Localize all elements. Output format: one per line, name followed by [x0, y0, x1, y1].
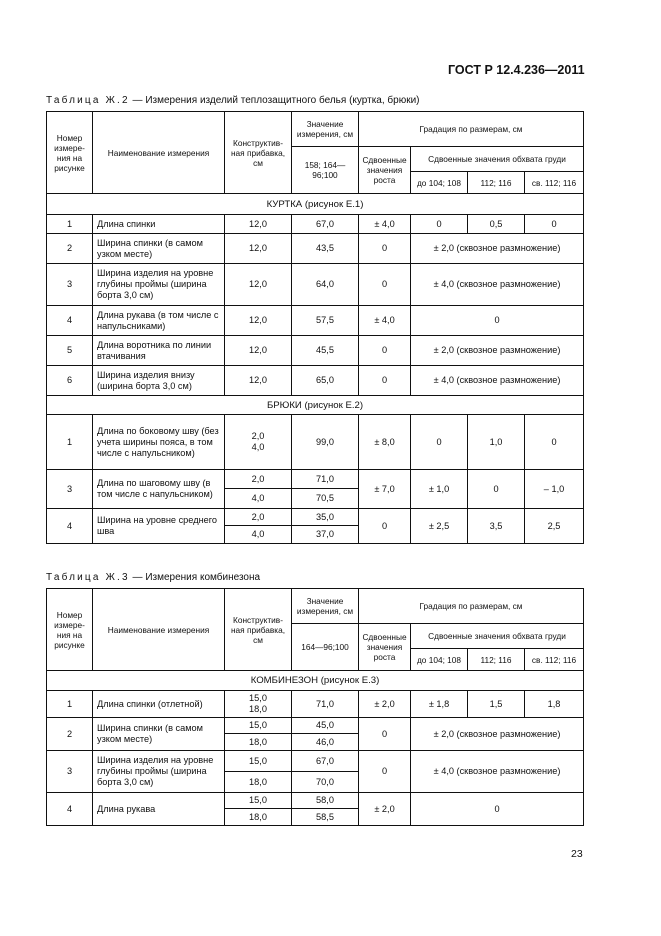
- cell-num: 1: [47, 415, 93, 470]
- cell-value: 99,0: [292, 415, 359, 470]
- table-row: [47, 691, 584, 718]
- header-chest-1: до 104; 108: [411, 649, 468, 671]
- allowance-value: 2,0: [251, 431, 265, 441]
- header-gradation: Градация по размерам, см: [359, 589, 584, 624]
- cell-height: 0: [359, 718, 411, 751]
- cell-value: 71,0: [292, 470, 359, 489]
- cell-height: 0: [359, 751, 411, 793]
- header-value-sub: 164—96;100: [292, 624, 359, 671]
- cell-value: 70,5: [292, 489, 359, 509]
- header-chest: Сдвоенные значения обхвата груди: [411, 147, 584, 172]
- cell-allowance: 15,0: [225, 793, 292, 809]
- cell-num: 5: [47, 336, 93, 366]
- cell-value: 70,0: [292, 772, 359, 793]
- table-zh2: [46, 111, 584, 544]
- cell-allowance: 12,0: [225, 264, 292, 306]
- table-row: [47, 264, 584, 306]
- cell-name: Длина по шаговому шву (в том числе с напульсником): [93, 470, 225, 509]
- header-allowance: Конструктив-ная прибавка, см: [225, 589, 292, 671]
- header-name: Наименование измерения: [93, 589, 225, 671]
- table-title: — Измерения изделий теплозащитного белья (куртка, брюки): [132, 95, 420, 106]
- cell-num: 1: [47, 215, 93, 234]
- table-caption-zh3: [46, 572, 260, 583]
- cell-chest-span: ± 2,0 (сквозное размножение): [411, 234, 584, 264]
- header-height: Сдвоенные значения роста: [359, 147, 411, 194]
- cell-allowance: 12,0: [225, 336, 292, 366]
- header-name: Наименование измерения: [93, 112, 225, 194]
- cell-chest-3: 0: [525, 415, 584, 470]
- cell-num: 2: [47, 718, 93, 751]
- cell-num: 6: [47, 366, 93, 396]
- table-title: — Измерения комбинезона: [132, 572, 261, 583]
- cell-chest-1: 0: [411, 415, 468, 470]
- table-row: [47, 751, 584, 772]
- cell-name: Длина воротника по линии втачивания: [93, 336, 225, 366]
- cell-chest-span: ± 4,0 (сквозное размножение): [411, 366, 584, 396]
- section-row: [47, 396, 584, 415]
- header-allowance: Конструктив-ная прибавка, см: [225, 112, 292, 194]
- cell-allowance: 18,0: [225, 772, 292, 793]
- header-chest-1: до 104; 108: [411, 172, 468, 194]
- section-title: КУРТКА (рисунок Е.1): [47, 194, 584, 215]
- cell-allowance: 4,0: [225, 489, 292, 509]
- cell-chest-span: 0: [411, 306, 584, 336]
- cell-allowance: [225, 691, 292, 718]
- cell-allowance: 2,0: [225, 470, 292, 489]
- cell-value: 57,5: [292, 306, 359, 336]
- cell-chest-2: 1,5: [468, 691, 525, 718]
- header-num: Номер измере-ния на рисунке: [47, 112, 93, 194]
- table-row: [47, 718, 584, 734]
- header-chest-2: 112; 116: [468, 172, 525, 194]
- cell-allowance: 12,0: [225, 234, 292, 264]
- cell-value: 46,0: [292, 734, 359, 751]
- section-row: [47, 671, 584, 691]
- cell-value: 43,5: [292, 234, 359, 264]
- table-row: [47, 470, 584, 489]
- cell-chest-3: – 1,0: [525, 470, 584, 509]
- header-value: Значение измерения, см: [292, 589, 359, 624]
- cell-chest-span: ± 4,0 (сквозное размножение): [411, 751, 584, 793]
- cell-allowance: 2,0: [225, 509, 292, 526]
- cell-allowance: 12,0: [225, 306, 292, 336]
- cell-chest-1: ± 2,5: [411, 509, 468, 544]
- table-row: [47, 306, 584, 336]
- cell-num: 4: [47, 306, 93, 336]
- cell-name: Длина по боковому шву (без учета ширины пояса, в том числе с напульсником): [93, 415, 225, 470]
- cell-chest-span: ± 2,0 (сквозное размножение): [411, 336, 584, 366]
- header-height: Сдвоенные значения роста: [359, 624, 411, 671]
- cell-height: ± 4,0: [359, 306, 411, 336]
- cell-chest-1: ± 1,8: [411, 691, 468, 718]
- cell-name: Длина рукава (в том числе с напульсниками): [93, 306, 225, 336]
- cell-value: 58,5: [292, 809, 359, 826]
- section-row: [47, 194, 584, 215]
- cell-value: 67,0: [292, 215, 359, 234]
- cell-name: Длина спинки: [93, 215, 225, 234]
- cell-num: 1: [47, 691, 93, 718]
- header-chest-3: св. 112; 116: [525, 649, 584, 671]
- document-code: ГОСТ Р 12.4.236—2011: [448, 63, 585, 77]
- header-gradation: Градация по размерам, см: [359, 112, 584, 147]
- cell-chest-2: 1,0: [468, 415, 525, 470]
- cell-name: Ширина изделия внизу (ширина борта 3,0 см): [93, 366, 225, 396]
- cell-height: 0: [359, 234, 411, 264]
- cell-height: 0: [359, 336, 411, 366]
- cell-name: Ширина спинки (в самом узком месте): [93, 718, 225, 751]
- page-number: 23: [571, 848, 583, 860]
- cell-value: 35,0: [292, 509, 359, 526]
- cell-height: ± 2,0: [359, 691, 411, 718]
- table-row: [47, 793, 584, 809]
- cell-value: 65,0: [292, 366, 359, 396]
- cell-value: 58,0: [292, 793, 359, 809]
- cell-height: ± 2,0: [359, 793, 411, 826]
- cell-value: 71,0: [292, 691, 359, 718]
- table-row: [47, 366, 584, 396]
- table-label: Таблица Ж.3: [46, 572, 130, 583]
- cell-num: 3: [47, 751, 93, 793]
- header-chest-3: св. 112; 116: [525, 172, 584, 194]
- cell-chest-2: 0,5: [468, 215, 525, 234]
- cell-allowance: 12,0: [225, 366, 292, 396]
- section-title: КОМБИНЕЗОН (рисунок Е.3): [47, 671, 584, 691]
- header-value-sub: 158; 164—96;100: [292, 147, 359, 194]
- cell-allowance: 12,0: [225, 215, 292, 234]
- cell-name: Ширина спинки (в самом узком месте): [93, 234, 225, 264]
- cell-height: ± 8,0: [359, 415, 411, 470]
- allowance-value: 15,0: [249, 693, 267, 703]
- allowance-value: 18,0: [249, 704, 267, 714]
- header-chest: Сдвоенные значения обхвата груди: [411, 624, 584, 649]
- allowance-value: 4,0: [251, 442, 265, 452]
- header-num: Номер измере-ния на рисунке: [47, 589, 93, 671]
- header-chest-2: 112; 116: [468, 649, 525, 671]
- cell-num: 4: [47, 793, 93, 826]
- cell-chest-1: ± 1,0: [411, 470, 468, 509]
- cell-height: ± 4,0: [359, 215, 411, 234]
- cell-name: Ширина на уровне среднего шва: [93, 509, 225, 544]
- cell-value: 37,0: [292, 526, 359, 544]
- cell-chest-1: 0: [411, 215, 468, 234]
- table-zh3: [46, 588, 584, 826]
- cell-chest-3: 1,8: [525, 691, 584, 718]
- table-row: [47, 336, 584, 366]
- cell-allowance: 15,0: [225, 751, 292, 772]
- cell-allowance: 15,0: [225, 718, 292, 734]
- table-row: [47, 215, 584, 234]
- cell-value: 67,0: [292, 751, 359, 772]
- cell-chest-3: 2,5: [525, 509, 584, 544]
- cell-chest-2: 0: [468, 470, 525, 509]
- cell-height: 0: [359, 509, 411, 544]
- table-row: [47, 509, 584, 526]
- cell-height: ± 7,0: [359, 470, 411, 509]
- cell-value: 45,5: [292, 336, 359, 366]
- cell-name: Длина рукава: [93, 793, 225, 826]
- cell-chest-span: 0: [411, 793, 584, 826]
- cell-height: 0: [359, 366, 411, 396]
- table-caption-zh2: [46, 95, 420, 106]
- cell-num: 2: [47, 234, 93, 264]
- cell-num: 4: [47, 509, 93, 544]
- cell-allowance: [225, 415, 292, 470]
- cell-allowance: 4,0: [225, 526, 292, 544]
- cell-name: Ширина изделия на уровне глубины проймы (ширина борта 3,0 см): [93, 264, 225, 306]
- cell-name: Длина спинки (отлетной): [93, 691, 225, 718]
- cell-chest-span: ± 4,0 (сквозное размножение): [411, 264, 584, 306]
- cell-allowance: 18,0: [225, 809, 292, 826]
- cell-chest-3: 0: [525, 215, 584, 234]
- cell-name: Ширина изделия на уровне глубины проймы (ширина борта 3,0 см): [93, 751, 225, 793]
- header-value: Значение измерения, см: [292, 112, 359, 147]
- table-row: [47, 234, 584, 264]
- cell-allowance: 18,0: [225, 734, 292, 751]
- cell-height: 0: [359, 264, 411, 306]
- header-row: [47, 112, 584, 147]
- table-row: [47, 415, 584, 470]
- table-label: Таблица Ж.2: [46, 95, 130, 106]
- cell-value: 45,0: [292, 718, 359, 734]
- section-title: БРЮКИ (рисунок Е.2): [47, 396, 584, 415]
- header-row: [47, 589, 584, 624]
- cell-chest-span: ± 2,0 (сквозное размножение): [411, 718, 584, 751]
- cell-value: 64,0: [292, 264, 359, 306]
- cell-num: 3: [47, 470, 93, 509]
- cell-chest-2: 3,5: [468, 509, 525, 544]
- cell-num: 3: [47, 264, 93, 306]
